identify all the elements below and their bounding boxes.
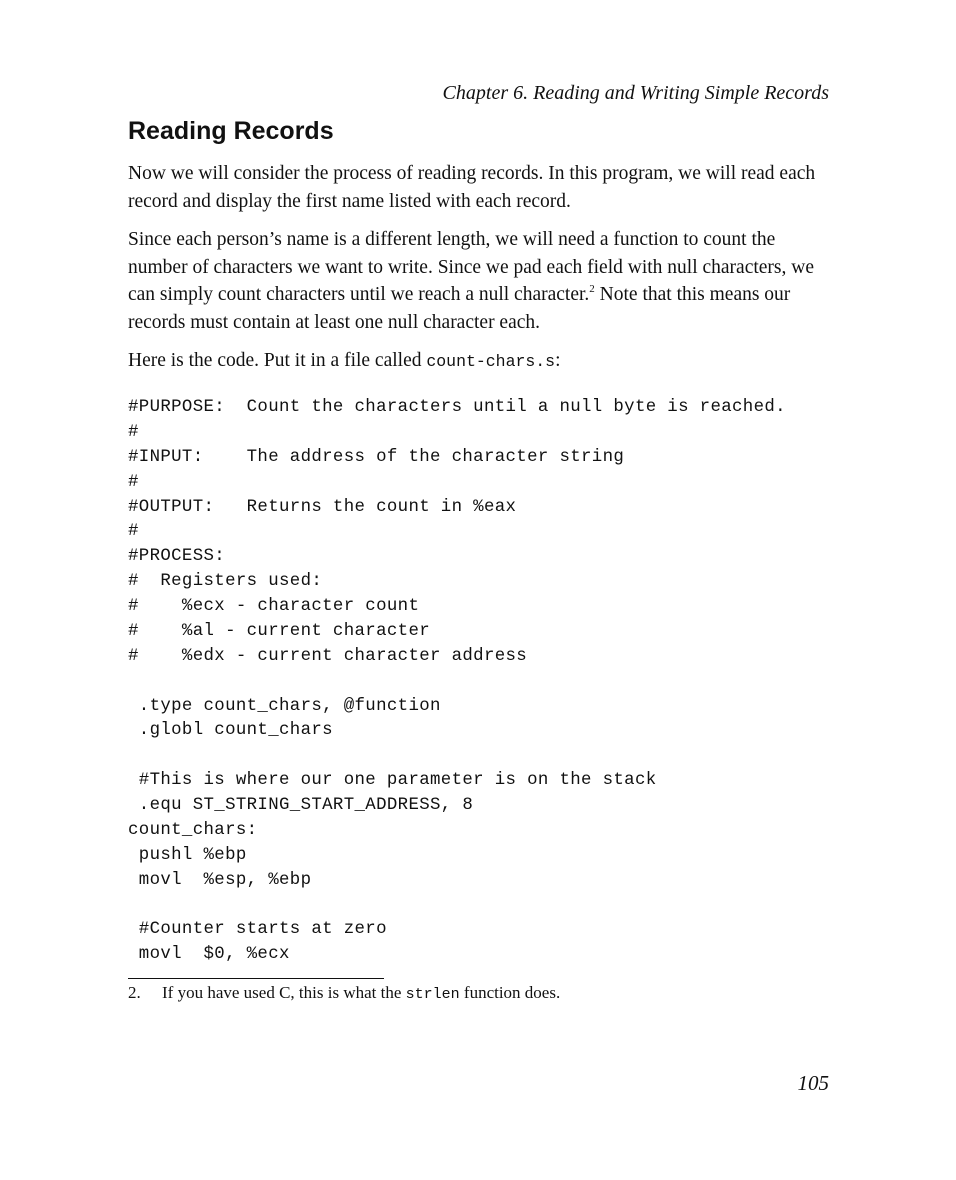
code-line <box>128 744 786 769</box>
footnote-number: 2. <box>128 983 141 1002</box>
code-line: #OUTPUT: Returns the count in %eax <box>128 497 517 517</box>
code-line: #INPUT: The address of the character string <box>128 447 625 467</box>
running-head: Chapter 6. Reading and Writing Simple Records <box>442 82 829 104</box>
paragraph-text: : <box>555 350 561 371</box>
code-line: # %al - current character <box>128 621 431 641</box>
paragraph-text: Note that this means our records must contain at least one null character each. <box>128 284 791 334</box>
code-line: .globl count_chars <box>128 721 333 741</box>
paragraph-text: Here is the code. Put it in a file called <box>128 350 427 371</box>
footnote-reference: 2 <box>589 282 595 295</box>
code-line: pushl %ebp <box>128 845 247 865</box>
paragraph-code-intro <box>128 347 838 376</box>
code-line: #PROCESS: <box>128 547 226 567</box>
footnote-inline-code: strlen <box>405 986 460 1003</box>
code-line: # <box>128 422 139 442</box>
code-line: movl %esp, %ebp <box>128 870 312 890</box>
code-line: # <box>128 472 139 492</box>
code-line: #PURPOSE: Count the characters until a null byte is reached. <box>128 398 786 417</box>
paragraph-intro: Now we will consider the process of reading records. In this program, we will read each record and display the first name listed with each record. <box>128 163 816 212</box>
footnote-text: If you have used C, this is what the <box>162 983 406 1002</box>
footnote-text: function does. <box>459 983 561 1002</box>
page-number: 105 <box>797 1071 829 1095</box>
footnote <box>128 982 560 1006</box>
paragraph-text: Since each person’s name is a different length, we will need a function to count the number of characters we want to write. Since we pad each field with null characters, we can simply count characters until we reach a null character. <box>128 229 815 306</box>
code-line: #Counter starts at zero <box>128 920 387 940</box>
section-title: Reading Records <box>128 117 334 145</box>
code-line: # %edx - current character address <box>128 646 528 666</box>
code-line <box>128 670 786 695</box>
code-line <box>128 894 786 919</box>
code-listing <box>128 396 786 968</box>
inline-code-filename: count-chars.s <box>426 352 556 371</box>
code-line: #This is where our one parameter is on the stack <box>128 771 657 791</box>
code-line: # Registers used: <box>128 572 323 592</box>
footnote-divider <box>128 978 384 979</box>
code-line: .equ ST_STRING_START_ADDRESS, 8 <box>128 796 474 815</box>
code-line: count_chars: <box>128 820 258 840</box>
code-line: # %ecx - character count <box>128 597 420 616</box>
paragraph-null-characters <box>128 226 838 337</box>
code-line: movl $0, %ecx <box>128 945 290 965</box>
code-line: .type count_chars, @function <box>128 696 441 716</box>
code-line: # <box>128 522 139 542</box>
